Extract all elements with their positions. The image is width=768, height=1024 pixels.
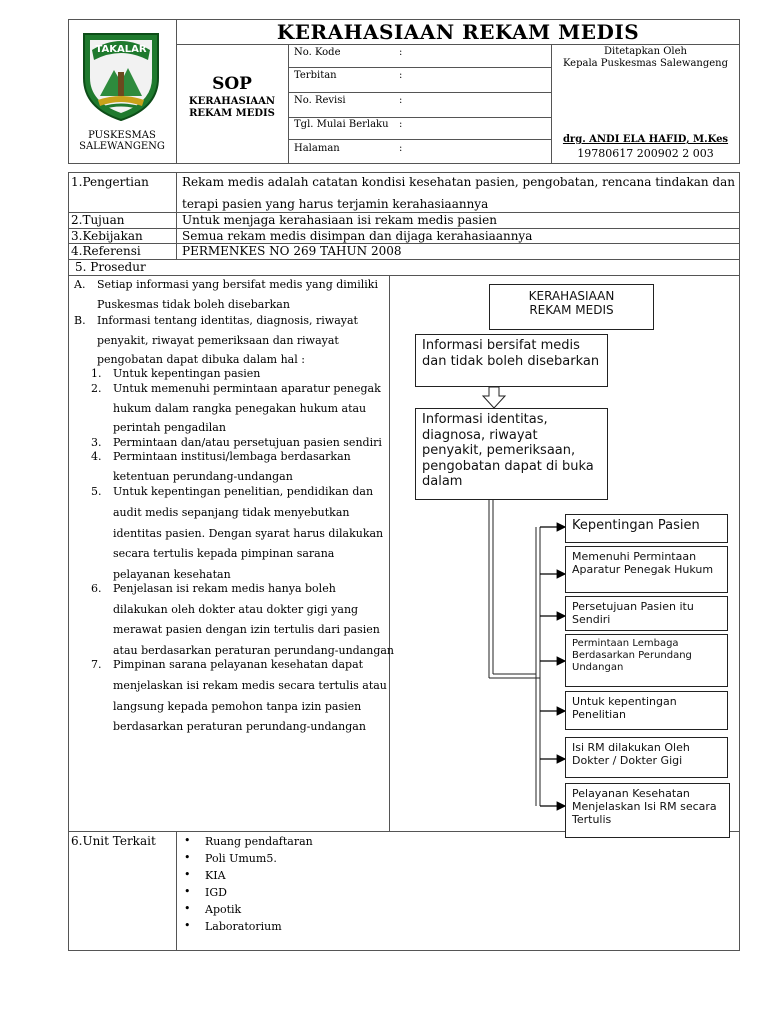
unit-item: KIA	[205, 869, 226, 882]
kebijakan-label: 3.Kebijakan	[71, 229, 143, 243]
proc-item-line: hukum dalam rangka penegakan hukum atau	[113, 402, 367, 415]
proc-item-num: 5.	[91, 485, 102, 498]
proc-item-num: 4.	[91, 450, 102, 463]
proc-item-line: audit medis sepanjang tidak menyebutkan	[113, 506, 350, 519]
approval-line1: Ditetapkan Oleh	[604, 46, 687, 57]
org-name-line1: PUSKESMAS	[88, 130, 156, 141]
pengertian-label: 1.Pengertian	[71, 175, 149, 189]
proc-item-num: 1.	[91, 367, 102, 380]
proc-item-line: merawat pasien dengan izin tertulis dari pasien	[113, 623, 380, 636]
prosedur-label: 5. Prosedur	[75, 260, 146, 274]
pengertian-text-1: Rekam medis adalah catatan kondisi kesehatan pasien, pengobatan, rencana tindakan dan	[182, 175, 735, 189]
proc-a-line1: Setiap informasi yang bersifat medis yang dimiliki	[97, 278, 378, 291]
proc-item-line: Untuk memenuhi permintaan aparatur penegak	[113, 382, 381, 395]
branch-box-persetujuan-pasien: Persetujuan Pasien itu Sendiri	[565, 596, 728, 631]
proc-item-line: Penjelasan isi rekam medis hanya boleh	[113, 582, 336, 595]
bullet-icon: •	[184, 834, 191, 847]
proc-b-line3: pengobatan dapat dibuka dalam hal :	[97, 353, 305, 366]
referensi-label: 4.Referensi	[71, 244, 141, 258]
flow-title-line2: REKAM MEDIS	[529, 303, 614, 318]
flow-box-identity-info: Informasi identitas, diagnosa, riwayat penyakit, pemeriksaan, pengobatan dapat di buka dalam	[415, 408, 608, 500]
bullet-icon: •	[184, 868, 191, 881]
proc-item-num: 6.	[91, 582, 102, 595]
signer-name: drg. ANDI ELA HAFID, M.Kes	[562, 134, 729, 145]
flow-title-box	[489, 284, 654, 330]
proc-b-line2: penyakit, riwayat pemeriksaan dan riwayat	[97, 334, 339, 347]
proc-a-marker: A.	[74, 278, 86, 291]
branch-box-penelitian: Untuk kepentingan Penelitian	[565, 691, 728, 730]
field-kode-sep: :	[399, 47, 403, 58]
proc-item-num: 7.	[91, 658, 102, 671]
proc-item-line: secara tertulis kepada pimpinan sarana	[113, 547, 335, 560]
org-name-line2: SALEWANGENG	[79, 141, 165, 152]
sop-subtitle-line2: REKAM MEDIS	[189, 108, 275, 119]
field-halaman-label: Halaman	[294, 143, 340, 154]
tujuan-label: 2.Tujuan	[71, 213, 125, 227]
pengertian-text-2: terapi pasien yang harus terjamin kerahasiaannya	[182, 197, 489, 211]
logo-text: TAKALAR	[95, 44, 147, 55]
proc-item-line: Pimpinan sarana pelayanan kesehatan dapat	[113, 658, 364, 671]
tujuan-text: Untuk menjaga kerahasiaan isi rekam medis pasien	[182, 213, 497, 227]
unit-item: Ruang pendaftaran	[205, 835, 313, 848]
proc-a-line2: Puskesmas tidak boleh disebarkan	[97, 298, 290, 311]
branch-box-dokter: Isi RM dilakukan Oleh Dokter / Dokter Gigi	[565, 737, 728, 778]
field-tgl-label: Tgl. Mulai Berlaku	[294, 119, 389, 130]
referensi-text: PERMENKES NO 269 TAHUN 2008	[182, 244, 402, 258]
proc-item-line: perintah pengadilan	[113, 421, 226, 434]
unit-item: Laboratorium	[205, 920, 282, 933]
branch-box-pelayanan-kesehatan: Pelayanan Kesehatan Menjelaskan Isi RM secara Tertulis	[565, 783, 730, 838]
field-terbitan-label: Terbitan	[294, 70, 337, 81]
proc-item-line: atau berdasarkan peraturan perundang-undangan	[113, 644, 395, 657]
proc-item-line: Untuk kepentingan penelitian, pendidikan dan	[113, 485, 374, 498]
kebijakan-text: Semua rekam medis disimpan dan dijaga kerahasiaannya	[182, 229, 533, 243]
unit-terkait-label: 6.Unit Terkait	[71, 834, 156, 848]
field-revisi-label: No. Revisi	[294, 95, 346, 106]
proc-item-line: Permintaan dan/atau persetujuan pasien sendiri	[113, 436, 382, 449]
field-revisi-sep: :	[399, 95, 403, 106]
proc-item-num: 2.	[91, 382, 102, 395]
unit-item: IGD	[205, 886, 227, 899]
down-arrow-icon	[483, 387, 505, 408]
field-tgl-sep: :	[399, 119, 403, 130]
proc-item-line: Untuk kepentingan pasien	[113, 367, 261, 380]
sop-label: SOP	[212, 74, 252, 94]
proc-item-line: dilakukan oleh dokter atau dokter gigi yang	[113, 603, 359, 616]
proc-item-line: identitas pasien. Dengan syarat harus dilakukan	[113, 527, 384, 540]
field-terbitan-sep: :	[399, 70, 403, 81]
flow-title-line1: KERAHASIAAN	[528, 289, 615, 303]
field-halaman-sep: :	[399, 143, 403, 154]
proc-item-line: langsung kepada pemohon tanpa izin pasien	[113, 700, 362, 713]
document-title: KERAHASIAAN REKAM MEDIS	[276, 20, 640, 44]
proc-b-line1: Informasi tentang identitas, diagnosis, riwayat	[97, 314, 358, 327]
field-kode-label: No. Kode	[294, 47, 341, 58]
bullet-icon: •	[184, 919, 191, 932]
bullet-icon: •	[184, 902, 191, 915]
proc-b-marker: B.	[74, 314, 86, 327]
flow-box-medical-info: Informasi bersifat medis dan tidak boleh disebarkan	[415, 334, 608, 387]
unit-item: Apotik	[205, 903, 242, 916]
branch-box-permintaan-lembaga: Permintaan Lembaga Berdasarkan Perundang Undangan	[565, 634, 728, 687]
proc-item-line: Permintaan institusi/lembaga berdasarkan	[113, 450, 351, 463]
sop-subtitle-line1: KERAHASIAAN	[188, 96, 276, 107]
branch-box-aparatur-hukum: Memenuhi Permintaan Aparatur Penegak Hukum	[565, 546, 728, 593]
unit-item: Poli Umum5.	[205, 852, 277, 865]
proc-item-num: 3.	[91, 436, 102, 449]
approval-line2: Kepala Puskesmas Salewangeng	[562, 58, 729, 69]
proc-item-line: pelayanan kesehatan	[113, 568, 231, 581]
bullet-icon: •	[184, 885, 191, 898]
signer-nip: 19780617 200902 2 003	[577, 147, 714, 160]
proc-item-line: menjelaskan isi rekam medis secara tertulis atau	[113, 679, 387, 692]
proc-item-line: ketentuan perundang-undangan	[113, 470, 293, 483]
proc-item-line: berdasarkan peraturan perundang-undangan	[113, 720, 366, 733]
branch-box-kepentingan-pasien: Kepentingan Pasien	[565, 514, 728, 543]
bullet-icon: •	[184, 851, 191, 864]
